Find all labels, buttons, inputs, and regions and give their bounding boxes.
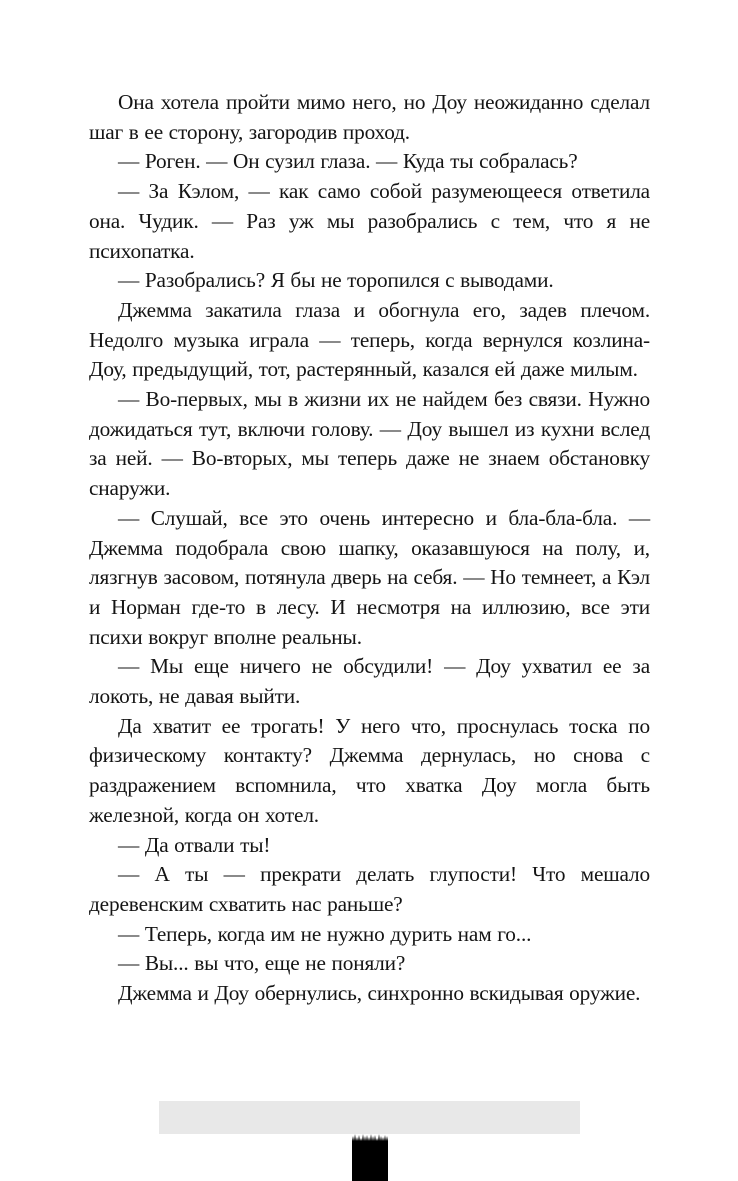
paragraph-7: — Слушай, все это очень интересно и бла-бла-бла. — Джемма подобрала свою шапку, оказавшуюся на полу, и, лязгнув засовом, потянула дверь на себя. — Но темнеет, а Кэл и Норман где-то в лесу. И несмотря на иллюзию, все эти психи вокруг вполне реальны. (89, 505, 650, 649)
paragraph-8: — Мы еще ничего не обсудили! — Доу ухватил ее за локоть, не давая выйти. (89, 654, 650, 709)
paragraph-13: — Вы... вы что, еще не поняли? (118, 951, 406, 976)
page-edge-mark (352, 1134, 388, 1181)
paragraph-14: Джемма и Доу обернулись, синхронно вскидывая оружие. (118, 981, 641, 1006)
paragraph-6: — Во-первых, мы в жизни их не найдем без связи. Нужно дожидаться тут, включи голову. — Доу вышел из кухни вслед за ней. — Во-вторых, мы теперь даже не знаем обстановку снаружи. (89, 387, 650, 501)
paragraph-12: — Теперь, когда им не нужно дурить нам го... (118, 921, 532, 946)
book-page-text (89, 88, 650, 1009)
paragraph-2: — Роген. — Он сузил глаза. — Куда ты собралась? (118, 149, 578, 174)
paragraph-11: — А ты — прекрати делать глупости! Что мешало деревенским схватить нас раньше? (89, 862, 650, 916)
footer-gray-bar (159, 1101, 580, 1134)
paragraph-3: — За Кэлом, — как само собой разумеющееся ответила она. Чудик. — Раз уж мы разобрались с тем, что я не психопатка. (89, 179, 650, 263)
paragraph-1: Она хотела пройти мимо него, но Доу неожиданно сделал шаг в ее сторону, загородив проход. (89, 90, 650, 144)
paragraph-10: — Да отвали ты! (118, 832, 271, 857)
paragraph-5: Джемма закатила глаза и обогнула его, задев плечом. Недолго музыка играла — теперь, когда вернулся козлина-Доу, предыдущий, тот, растерянный, казался ей даже милым. (89, 297, 650, 382)
paragraph-4: — Разобрались? Я бы не торопился с выводами. (118, 268, 554, 293)
paragraph-9: Да хватит ее трогать! У него что, проснулась тоска по физическому контакту? Джемма дернулась, но снова с раздражением вспомнила, что хватка Доу могла быть железной, когда он хотел. (89, 713, 650, 827)
